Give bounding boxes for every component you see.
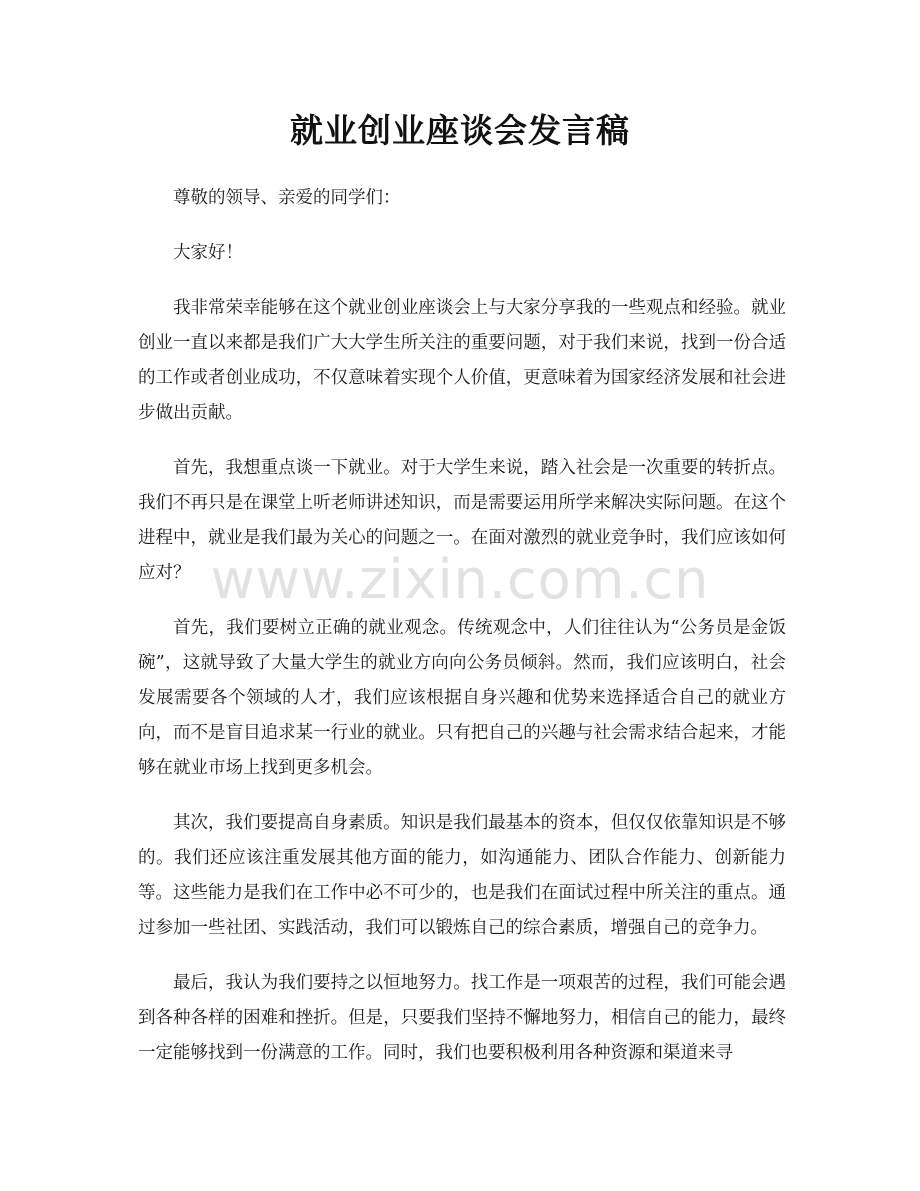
paragraph-greeting: 大家好！: [173, 243, 243, 263]
paragraph-self-quality: 其次，我们要提高自身素质。知识是我们最基本的资本，但仅仅依靠知识是不够的。我们还应该注重发展其他方面的能力，如沟通能力、团队合作能力、创新能力等。这些能力是我们在工作中必不可少的，也是我们在面试过程中所关注的重点。通过参加一些社团、实践活动，我们可以锻炼自己的综合素质，增强自己的竞争力。: [138, 813, 786, 938]
paragraph-employment: 首先，我想重点谈一下就业。对于大学生来说，踏入社会是一次重要的转折点。我们不再只是在课堂上听老师讲述知识，而是需要运用所学来解决实际问题。在这个进程中，就业是我们最为关心的问题之一。在面对激烈的就业竞争时，我们应该如何应对？: [138, 458, 786, 583]
paragraph-intro: 我非常荣幸能够在这个就业创业座谈会上与大家分享我的一些观点和经验。就业创业一直以来都是我们广大大学生所关注的重要问题，对于我们来说，找到一份合适的工作或者创业成功，不仅意味着实现个人价值，更意味着为国家经济发展和社会进步做出贡献。: [138, 298, 786, 423]
watermark-text: www.zixin.com.cn: [210, 548, 710, 611]
paragraph-career-concept: 首先，我们要树立正确的就业观念。传统观念中，人们往往认为“公务员是金饭碗”，这就导致了大量大学生的就业方向向公务员倾斜。然而，我们应该明白，社会发展需要各个领域的人才，我们应该根据自身兴趣和优势来选择适合自己的就业方向，而不是盲目追求某一行业的就业。只有把自己的兴趣与社会需求结合起来，才能够在就业市场上找到更多机会。: [138, 618, 786, 778]
document-title: 就业创业座谈会发言稿: [290, 111, 630, 150]
paragraph-persistence: 最后，我认为我们要持之以恒地努力。找工作是一项艰苦的过程，我们可能会遇到各种各样的困难和挫折。但是，只要我们坚持不懈地努力，相信自己的能力，最终一定能够找到一份满意的工作。同时，我们也要积极利用各种资源和渠道来寻: [138, 973, 786, 1063]
document-body: [138, 181, 786, 1091]
paragraph-salutation: 尊敬的领导、亲爱的同学们：: [173, 188, 401, 208]
